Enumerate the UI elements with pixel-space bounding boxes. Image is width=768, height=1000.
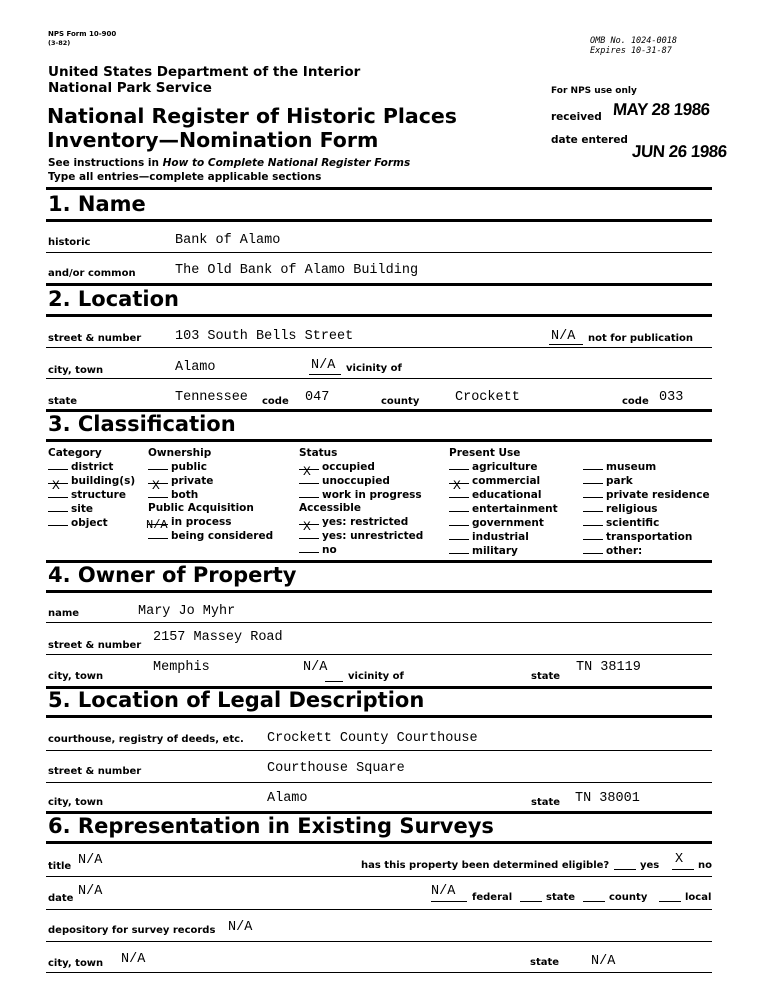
ownership-title: Ownership xyxy=(148,447,212,459)
accessible-option[interactable]: no xyxy=(299,543,423,557)
section-rule xyxy=(46,314,712,317)
legal-city-value: Alamo xyxy=(267,791,308,806)
not-for-publication-value: N/A xyxy=(551,329,576,344)
courthouse-value: Crockett County Courthouse xyxy=(267,731,478,746)
federal-blank[interactable] xyxy=(431,901,467,902)
checkbox-blank[interactable] xyxy=(449,511,469,512)
instructions-title: How to Complete National Register Forms xyxy=(162,157,411,169)
accessible-option[interactable]: yes: unrestricted xyxy=(299,529,423,543)
local-option-blank[interactable] xyxy=(659,901,681,902)
county-option-blank[interactable] xyxy=(583,901,605,902)
owner-vicinity-value: N/A xyxy=(303,660,328,675)
owner-state-label: state xyxy=(531,671,561,682)
county-value: Crockett xyxy=(455,390,520,405)
checkbox-blank[interactable]: X xyxy=(148,483,168,484)
field-line xyxy=(46,654,712,655)
checkbox-blank[interactable] xyxy=(583,483,603,484)
department-name: United States Department of the Interior xyxy=(48,64,361,80)
public-acquisition-list xyxy=(148,515,273,543)
legal-state-value: TN 38001 xyxy=(575,791,640,806)
field-line xyxy=(46,782,712,783)
checkbox-blank[interactable] xyxy=(583,469,603,470)
county-option-label: county xyxy=(609,892,648,903)
present-use-option[interactable]: X commercial xyxy=(449,474,558,488)
section-rule xyxy=(46,219,712,222)
form-revision: (3-82) xyxy=(48,39,71,47)
present-use-title: Present Use xyxy=(449,447,521,459)
ownership-option[interactable]: both xyxy=(148,488,213,502)
checkbox-blank[interactable]: X xyxy=(299,524,319,525)
expiration: Expires 10-31-87 xyxy=(590,46,672,56)
street-value: 103 South Bells Street xyxy=(175,329,354,344)
depository-label: depository for survey records xyxy=(48,925,216,936)
instructions-line1 xyxy=(48,157,410,169)
owner-city-label: city, town xyxy=(48,671,104,682)
present-use-option[interactable]: museum xyxy=(583,460,710,474)
section-2-heading: 2. Location xyxy=(48,287,179,311)
common-name-value: The Old Bank of Alamo Building xyxy=(175,263,419,278)
form-number: NPS Form 10-900 xyxy=(48,30,117,38)
historic-name-value: Bank of Alamo xyxy=(175,233,281,248)
street-number-label: street & number xyxy=(48,333,142,344)
date-entered-stamp: JUN 26 1986 xyxy=(631,142,728,161)
owner-street-value: 2157 Massey Road xyxy=(153,630,283,645)
field-line xyxy=(46,909,712,910)
status-title: Status xyxy=(299,447,338,459)
vicinity-value: N/A xyxy=(311,358,336,373)
section-1-heading: 1. Name xyxy=(48,192,146,216)
category-title: Category xyxy=(48,447,102,459)
survey-title-label: title xyxy=(48,861,72,872)
owner-street-label: street & number xyxy=(48,640,142,651)
service-name: National Park Service xyxy=(48,80,212,96)
section-rule xyxy=(46,715,712,718)
yes-label: yes xyxy=(640,860,660,871)
state-label: state xyxy=(48,396,78,407)
historic-label: historic xyxy=(48,237,91,248)
category-option[interactable]: X building(s) xyxy=(48,474,135,488)
field-line xyxy=(46,750,712,751)
state-code-value: 047 xyxy=(305,390,330,405)
no-label: no xyxy=(698,860,712,871)
public-acquisition-option[interactable]: in process xyxy=(148,515,273,529)
present-use-option[interactable]: scientific xyxy=(583,516,710,530)
section-5-heading: 5. Location of Legal Description xyxy=(48,688,425,712)
checkbox-blank[interactable] xyxy=(449,469,469,470)
nps-use-label: For NPS use only xyxy=(551,86,637,96)
section-rule xyxy=(46,590,712,593)
status-option[interactable]: unoccupied xyxy=(299,474,422,488)
public-acquisition-option[interactable]: being considered xyxy=(148,529,273,543)
field-line xyxy=(46,252,712,253)
checkbox-blank[interactable] xyxy=(449,497,469,498)
survey-city-label: city, town xyxy=(48,958,104,969)
county-label: county xyxy=(381,396,420,407)
checkbox-blank[interactable] xyxy=(148,538,168,539)
field-line xyxy=(46,941,712,942)
public-acquisition-title: Public Acquisition xyxy=(148,502,254,514)
section-3-heading: 3. Classification xyxy=(48,412,236,436)
legal-street-value: Courthouse Square xyxy=(267,761,405,776)
present-use-list-2 xyxy=(583,460,710,558)
blank-line xyxy=(309,374,341,375)
code-label: code xyxy=(262,396,289,407)
present-use-option[interactable]: transportation xyxy=(583,530,710,544)
ownership-option[interactable]: X private xyxy=(148,474,213,488)
state-option-blank[interactable] xyxy=(520,901,542,902)
present-use-option[interactable]: educational xyxy=(449,488,558,502)
checkbox-blank[interactable] xyxy=(48,469,68,470)
checkbox-blank[interactable] xyxy=(583,497,603,498)
checkbox-blank[interactable]: X xyxy=(48,483,68,484)
present-use-list xyxy=(449,460,558,558)
depository-value: N/A xyxy=(228,920,253,935)
checkbox-blank[interactable] xyxy=(299,552,319,553)
federal-mark: N/A xyxy=(431,884,456,899)
city-town-label: city, town xyxy=(48,365,104,376)
checkbox-blank[interactable] xyxy=(299,538,319,539)
checkbox-blank[interactable] xyxy=(48,525,68,526)
accessible-title: Accessible xyxy=(299,502,362,514)
present-use-option[interactable]: military xyxy=(449,544,558,558)
section-rule xyxy=(46,283,712,286)
present-use-option[interactable]: other: xyxy=(583,544,710,558)
courthouse-label: courthouse, registry of deeds, etc. xyxy=(48,734,244,745)
state-value: Tennessee xyxy=(175,390,248,405)
section-6-heading: 6. Representation in Existing Surveys xyxy=(48,814,494,838)
section-4-heading: 4. Owner of Property xyxy=(48,563,297,587)
no-blank[interactable] xyxy=(672,869,694,870)
owner-state-value: TN 38119 xyxy=(576,660,641,675)
field-line xyxy=(46,347,712,348)
present-use-option[interactable]: agriculture xyxy=(449,460,558,474)
eligible-question: has this property been determined eligible? xyxy=(361,860,610,871)
present-use-option[interactable]: park xyxy=(583,474,710,488)
present-use-option[interactable]: private residence xyxy=(583,488,710,502)
form-title-line1: National Register of Historic Places xyxy=(47,104,458,128)
checkbox-blank[interactable] xyxy=(148,497,168,498)
checkbox-blank[interactable] xyxy=(449,553,469,554)
survey-city-value: N/A xyxy=(121,952,146,967)
owner-city-value: Memphis xyxy=(153,660,210,675)
date-entered-label: date entered xyxy=(551,134,628,146)
checkbox-blank[interactable] xyxy=(148,524,168,525)
category-option[interactable]: structure xyxy=(48,488,135,502)
checkbox-blank[interactable]: X xyxy=(299,469,319,470)
checkbox-blank[interactable] xyxy=(299,497,319,498)
legal-city-label: city, town xyxy=(48,797,104,808)
ownership-option[interactable]: public xyxy=(148,460,213,474)
state-option-label: state xyxy=(546,892,576,903)
category-option[interactable]: object xyxy=(48,516,135,530)
common-name-label: and/or common xyxy=(48,268,136,279)
instructions-prefix: See instructions in xyxy=(48,157,163,169)
present-use-option[interactable]: entertainment xyxy=(449,502,558,516)
county-code-value: 033 xyxy=(659,390,684,405)
checkbox-blank[interactable] xyxy=(583,539,603,540)
checkbox-blank[interactable] xyxy=(583,525,603,526)
owner-name-value: Mary Jo Myhr xyxy=(138,604,236,619)
present-use-option[interactable]: religious xyxy=(583,502,710,516)
owner-vicinity-label: vicinity of xyxy=(348,671,404,682)
received-label: received xyxy=(551,111,602,123)
checkbox-blank[interactable] xyxy=(583,553,603,554)
checkbox-blank[interactable] xyxy=(299,483,319,484)
received-date-stamp: MAY 28 1986 xyxy=(612,100,711,119)
local-option-label: local xyxy=(685,892,712,903)
checkbox-blank[interactable] xyxy=(48,511,68,512)
category-list xyxy=(48,460,135,530)
field-line xyxy=(46,876,712,877)
blank-line xyxy=(325,681,343,682)
no-mark: X xyxy=(675,852,684,867)
ownership-list xyxy=(148,460,213,502)
checkbox-blank[interactable] xyxy=(449,525,469,526)
survey-title-value: N/A xyxy=(78,853,103,868)
accessible-list xyxy=(299,515,423,557)
present-use-option[interactable]: industrial xyxy=(449,530,558,544)
field-line xyxy=(46,378,712,379)
survey-date-label: date xyxy=(48,893,74,904)
checkbox-blank[interactable] xyxy=(148,469,168,470)
checkbox-blank[interactable]: X xyxy=(449,483,469,484)
section-rule xyxy=(46,841,712,844)
section-rule xyxy=(46,439,712,442)
status-list xyxy=(299,460,422,502)
form-title-line2: Inventory—Nomination Form xyxy=(47,128,379,152)
category-option[interactable]: site xyxy=(48,502,135,516)
accessible-option[interactable]: X yes: restricted xyxy=(299,515,423,529)
county-code-label: code xyxy=(622,396,649,407)
field-line xyxy=(46,622,712,623)
checkbox-blank[interactable] xyxy=(449,539,469,540)
legal-state-label: state xyxy=(531,797,561,808)
survey-state-label: state xyxy=(530,957,560,968)
city-value: Alamo xyxy=(175,360,216,375)
status-option[interactable]: work in progress xyxy=(299,488,422,502)
field-line xyxy=(46,972,712,973)
legal-street-label: street & number xyxy=(48,766,142,777)
yes-blank[interactable] xyxy=(614,869,636,870)
category-option[interactable]: district xyxy=(48,460,135,474)
public-acquisition-mark: N/A xyxy=(146,518,168,532)
vicinity-label: vicinity of xyxy=(346,363,402,374)
survey-state-value: N/A xyxy=(591,954,616,969)
omb-number: OMB No. 1024-0018 xyxy=(590,36,677,46)
not-for-publication-label: not for publication xyxy=(588,333,694,344)
section-rule xyxy=(46,187,712,190)
checkbox-blank[interactable] xyxy=(48,497,68,498)
federal-label: federal xyxy=(472,892,513,903)
owner-name-label: name xyxy=(48,608,80,619)
instructions-line2: Type all entries—complete applicable sections xyxy=(48,171,322,183)
checkbox-blank[interactable] xyxy=(583,511,603,512)
present-use-option[interactable]: government xyxy=(449,516,558,530)
status-option[interactable]: X occupied xyxy=(299,460,422,474)
blank-line xyxy=(549,344,583,345)
survey-date-value: N/A xyxy=(78,884,103,899)
